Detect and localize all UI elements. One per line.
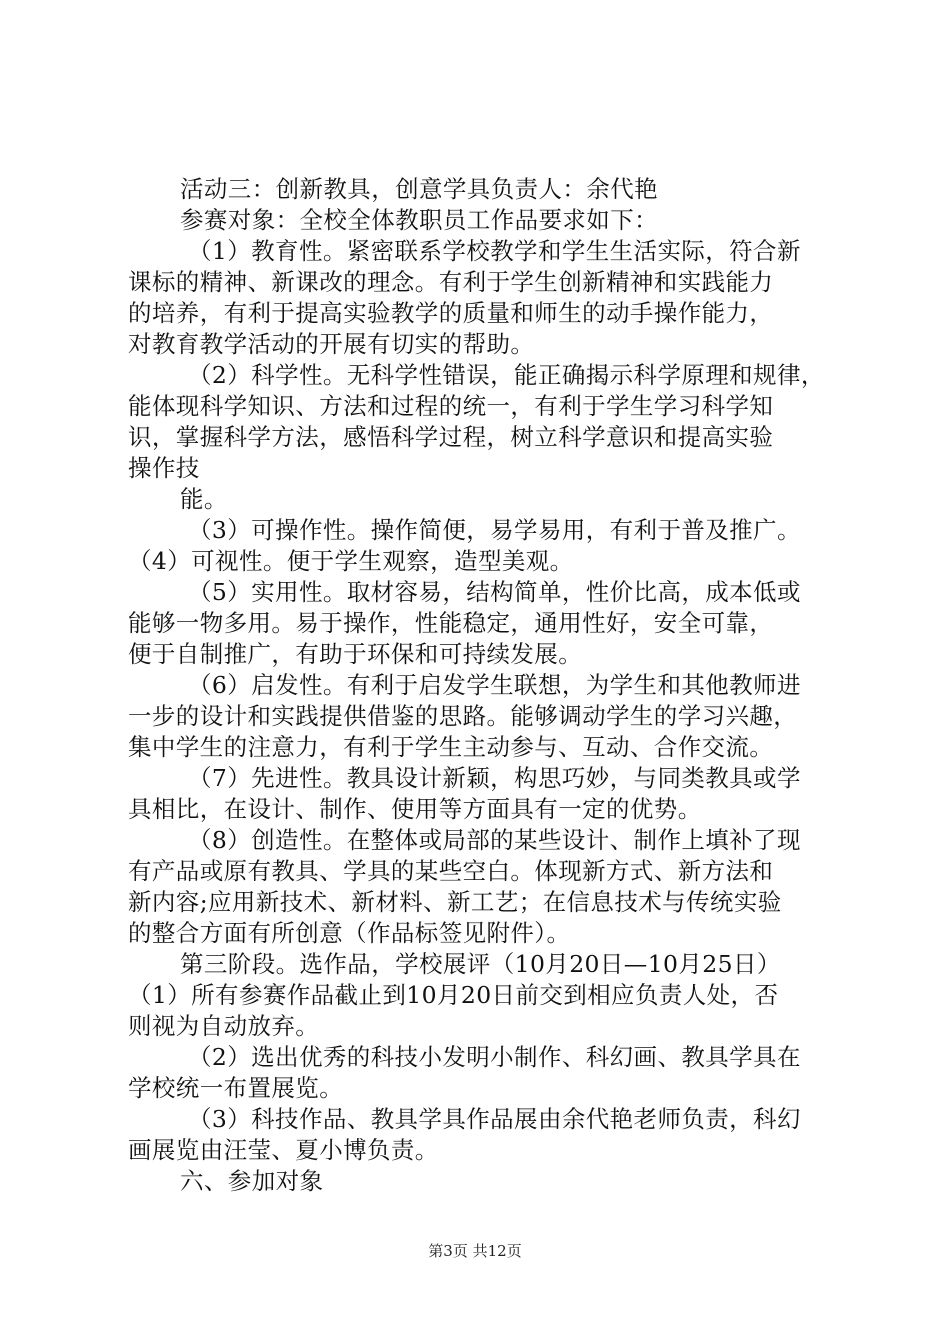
document-line: （3）可操作性。操作简便，易学易用，有利于普及推广。 — [188, 516, 801, 544]
document-line: 则视为自动放弃。 — [128, 1012, 320, 1040]
document-line: （2）选出优秀的科技小发明小制作、科幻画、教具学具在 — [188, 1043, 801, 1071]
document-line: 画展览由汪莹、夏小博负责。 — [128, 1136, 439, 1164]
document-line: 六、参加对象 — [180, 1167, 324, 1195]
document-line: 识，掌握科学方法，感悟科学过程，树立科学意识和提高实验 — [128, 423, 774, 451]
document-line: （1）教育性。紧密联系学校教学和学生生活实际，符合新 — [188, 237, 801, 265]
document-line: （3）科技作品、教具学具作品展由余代艳老师负责，科幻 — [188, 1105, 801, 1133]
document-line: 第三阶段。选作品，学校展评（10月20日—10月25日） — [180, 950, 781, 978]
document-body — [128, 174, 840, 1197]
document-line: （5）实用性。取材容易，结构简单，性价比高，成本低或 — [188, 578, 801, 606]
document-line: 的整合方面有所创意（作品标签见附件）。 — [128, 919, 571, 947]
document-line: 对教育教学活动的开展有切实的帮助。 — [128, 330, 535, 358]
document-line: 学校统一布置展览。 — [128, 1074, 344, 1102]
document-line: （8）创造性。在整体或局部的某些设计、制作上填补了现 — [188, 826, 801, 854]
document-line: 集中学生的注意力，有利于学生主动参与、互动、合作交流。 — [128, 733, 774, 761]
document-line: 操作技 — [128, 454, 200, 482]
document-line: （7）先进性。教具设计新颖，构思巧妙，与同类教具或学 — [188, 764, 801, 792]
document-line: （2）科学性。无科学性错误，能正确揭示科学原理和规律， — [188, 361, 825, 389]
document-line: 能。 — [180, 485, 228, 513]
document-line: 有产品或原有教具、学具的某些空白。体现新方式、新方法和 — [128, 857, 774, 885]
document-line: 课标的精神、新课改的理念。有利于学生创新精神和实践能力 — [128, 268, 774, 296]
document-line: （6）启发性。有利于启发学生联想，为学生和其他教师进 — [188, 671, 801, 699]
document-line: 一步的设计和实践提供借鉴的思路。能够调动学生的学习兴趣， — [128, 702, 798, 730]
page-number-footer: 第3页 共12页 — [428, 1242, 522, 1260]
document-line: 活动三：创新教具，创意学具负责人：余代艳 — [180, 175, 658, 203]
document-line: （4）可视性。便于学生观察，造型美观。 — [128, 547, 574, 575]
document-line: 的培养，有利于提高实验教学的质量和师生的动手操作能力， — [128, 299, 774, 327]
document-line: 参赛对象：全校全体教职员工作品要求如下： — [180, 206, 658, 234]
document-line: 便于自制推广，有助于环保和可持续发展。 — [128, 640, 583, 668]
document-line: 能够一物多用。易于操作，性能稳定，通用性好，安全可靠， — [128, 609, 774, 637]
document-line: 具相比，在设计、制作、使用等方面具有一定的优势。 — [128, 795, 702, 823]
document-line: 能体现科学知识、方法和过程的统一，有利于学生学习科学知 — [128, 392, 774, 420]
document-line: （1）所有参赛作品截止到10月20日前交到相应负责人处，否 — [128, 981, 779, 1009]
document-line: 新内容;应用新技术、新材料、新工艺；在信息技术与传统实验 — [128, 888, 782, 916]
